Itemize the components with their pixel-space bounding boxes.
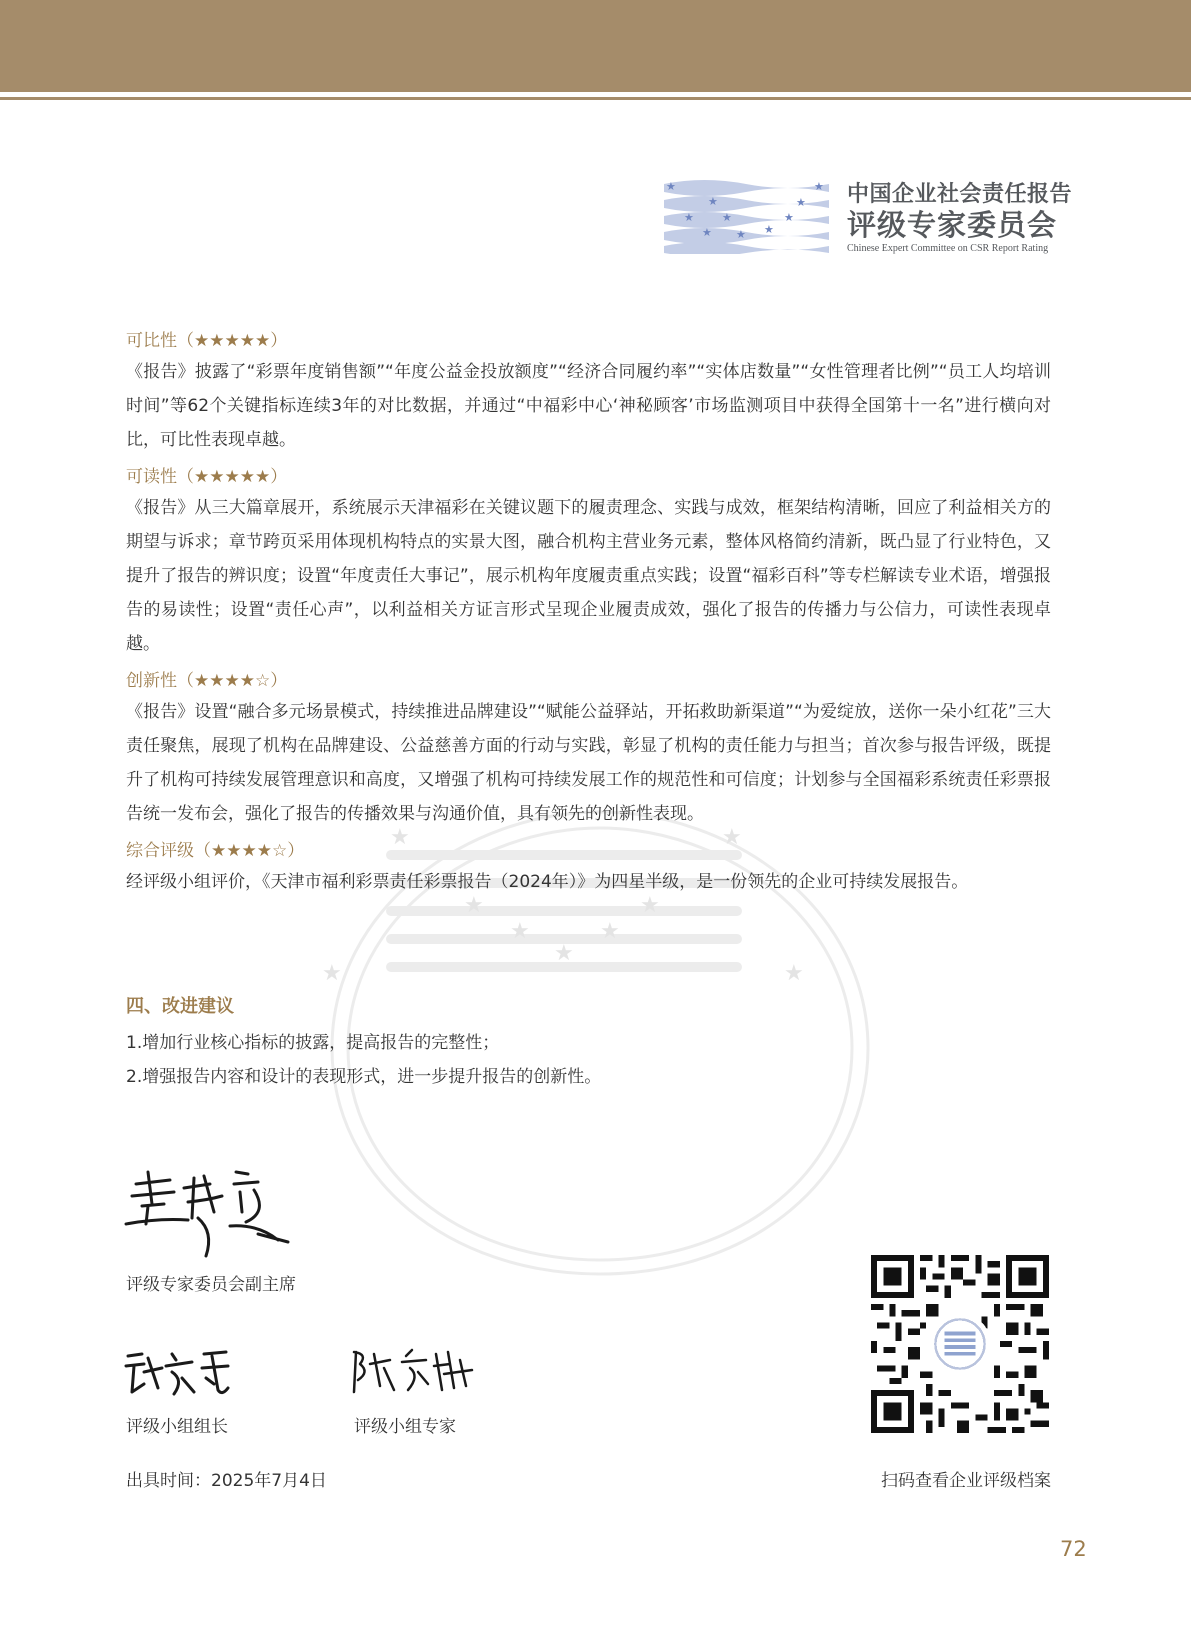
svg-text:★: ★ bbox=[600, 919, 620, 944]
vice-chair-signature bbox=[118, 1162, 298, 1262]
svg-text:★: ★ bbox=[554, 941, 574, 966]
section-heading-innovation: 创新性（★★★★☆） bbox=[126, 671, 288, 691]
logo-title-line1: 中国企业社会责任报告 bbox=[847, 182, 1073, 207]
evaluation-content bbox=[126, 327, 1051, 899]
svg-text:★: ★ bbox=[784, 961, 804, 986]
leader-title: 评级小组组长 bbox=[126, 1417, 228, 1437]
logo-text-block bbox=[847, 182, 1072, 256]
qr-code[interactable] bbox=[871, 1255, 1049, 1433]
section-text-comparability: 《报告》披露了“彩票年度销售额”“年度公益金投放额度”“经济合同履约率”“实体店数量”“女性管理者比例”“员工人均培训时间”等62个关键指标连续3年的对比数据，并通过“中福彩中心‘神秘顾客’市场监测项目中获得全国第十一名”进行横向对比，可比性表现卓越。 bbox=[126, 362, 1051, 450]
vice-chair-title: 评级专家委员会副主席 bbox=[126, 1275, 296, 1295]
top-divider-line bbox=[0, 97, 1191, 100]
section-text-overall: 经评级小组评价，《天津市福利彩票责任彩票报告（2024年）》为四星半级，是一份领先的企业可持续发展报告。 bbox=[126, 872, 969, 892]
section-text-readability: 《报告》从三大篇章展开，系统展示天津福彩在关键议题下的履责理念、实践与成效，框架结构清晰，回应了利益相关方的期望与诉求；章节跨页采用体现机构特点的实景大图，融合机构主营业务元素，整体风格简约清新，既凸显了行业特色，又提升了报告的辨识度；设置“年度责任大事记”，展示机构年度履责重点实践；设置“福彩百科”等专栏解读专业术语，增强报告的易读性；设置“责任心声”，以利益相关方证言形式呈现企业履责成效，强化了报告的传播力与公信力，可读性表现卓越。 bbox=[126, 498, 1051, 654]
svg-text:★: ★ bbox=[722, 825, 742, 850]
section-heading-overall: 综合评级（★★★★☆） bbox=[126, 841, 305, 861]
svg-text:★: ★ bbox=[390, 825, 410, 850]
issue-date: 出具时间：2025年7月4日 bbox=[126, 1471, 327, 1491]
qr-caption: 扫码查看企业评级档案 bbox=[881, 1471, 1051, 1491]
section-text-innovation: 《报告》设置“融合多元场景模式，持续推进品牌建设”“赋能公益驿站，开拓救助新渠道”“为爱绽放，送你一朵小红花”三大责任聚焦，展现了机构在品牌建设、公益慈善方面的行动与实践，彰显了机构的责任能力与担当；首次参与报告评级，既提升了机构可持续发展管理意识和高度，又增强了机构可持续发展工作的规范性和可信度；计划参与全国福彩系统责任彩票报告统一发布会，强化了报告的传播效果与沟通价值，具有领先的创新性表现。 bbox=[126, 702, 1051, 824]
section-heading-readability: 可读性（★★★★★） bbox=[126, 467, 288, 487]
leader-signature bbox=[122, 1348, 232, 1400]
svg-text:★: ★ bbox=[764, 223, 774, 236]
svg-text:★: ★ bbox=[708, 195, 718, 208]
improvement-item: 1.增加行业核心指标的披露，提高报告的完整性； bbox=[126, 1033, 500, 1053]
svg-text:★: ★ bbox=[322, 961, 342, 986]
svg-text:★: ★ bbox=[736, 228, 746, 241]
svg-text:★: ★ bbox=[702, 226, 712, 239]
svg-text:★: ★ bbox=[784, 211, 794, 224]
svg-text:★: ★ bbox=[684, 211, 694, 224]
svg-text:★: ★ bbox=[464, 893, 484, 918]
top-decorative-band bbox=[0, 0, 1191, 92]
page-number: 72 bbox=[1060, 1537, 1087, 1561]
wave-flag-icon bbox=[664, 178, 829, 254]
logo-english-name: Chinese Expert Committee on CSR Report Rating bbox=[847, 243, 1049, 254]
section-heading-comparability: 可比性（★★★★★） bbox=[126, 331, 288, 351]
svg-text:★: ★ bbox=[722, 211, 732, 224]
svg-text:★: ★ bbox=[796, 196, 806, 209]
expert-title: 评级小组专家 bbox=[354, 1417, 456, 1437]
logo-title-line2: 评级专家委员会 bbox=[847, 208, 1058, 242]
svg-text:★: ★ bbox=[510, 919, 530, 944]
svg-text:★: ★ bbox=[666, 180, 676, 193]
svg-text:★: ★ bbox=[640, 893, 660, 918]
expert-signature bbox=[350, 1346, 480, 1400]
improvement-item: 2.增强报告内容和设计的表现形式，进一步提升报告的创新性。 bbox=[126, 1067, 602, 1087]
improvement-suggestions bbox=[126, 992, 1051, 1094]
improvement-heading: 四、改进建议 bbox=[126, 996, 234, 1017]
svg-text:★: ★ bbox=[814, 180, 824, 193]
committee-logo bbox=[664, 178, 1073, 256]
